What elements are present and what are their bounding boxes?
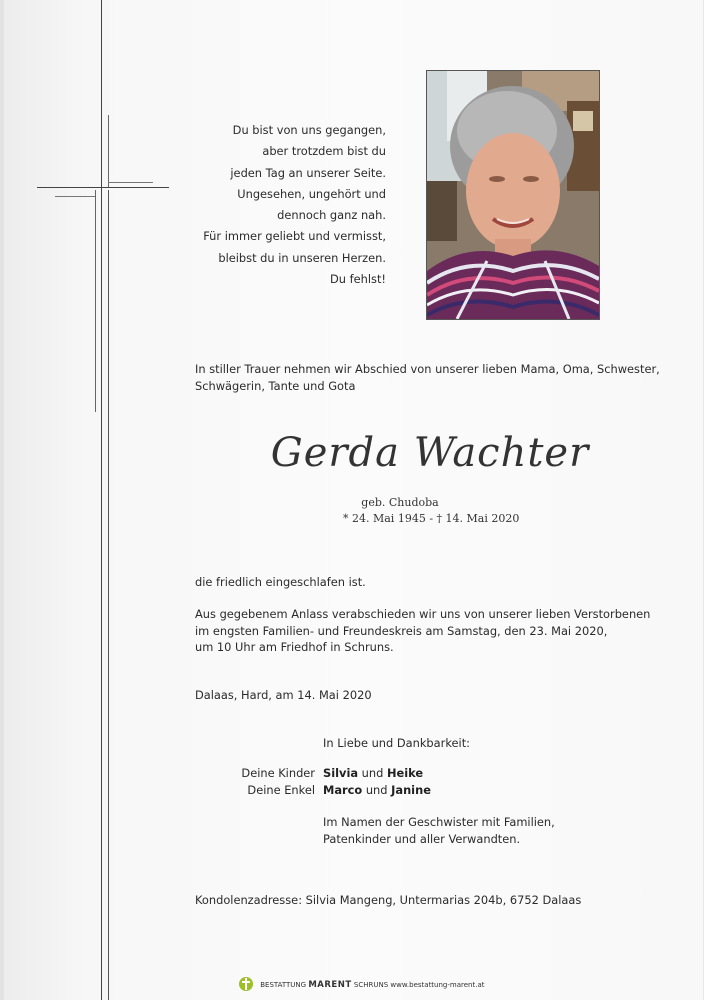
- poem-line: Du fehlst!: [330, 272, 386, 287]
- passed-sentence: die friedlich eingeschlafen ist.: [195, 575, 366, 589]
- poem-line: Du bist von uns gegangen,: [232, 123, 386, 137]
- poem-line: bleibst du in unseren Herzen.: [218, 250, 386, 265]
- intro-line-2: Schwägerin, Tante und Gota: [195, 379, 356, 393]
- cross-horizontal-main: [37, 187, 169, 188]
- love-line: In Liebe und Dankbarkeit:: [323, 736, 470, 750]
- cross-vertical-long: [101, 0, 102, 1000]
- intro-text: [195, 361, 665, 395]
- funeral-line-1: Aus gegebenem Anlass verabschieden wir uns von unserer lieben Verstorbenen: [195, 607, 651, 621]
- poem-line: Ungesehen, ungehört und: [237, 186, 386, 201]
- funeral-line-2: im engsten Familien- und Freundeskreis am Samstag, den 23. Mai 2020,: [195, 623, 608, 638]
- footer-brand: [238, 975, 484, 995]
- and-word: und: [358, 766, 387, 780]
- poem-line: dennoch ganz nah.: [277, 208, 386, 223]
- cross-upper-arm: [108, 115, 109, 187]
- bestattung-logo-icon: [238, 975, 254, 995]
- siblings-line-2: Patenkinder und aller Verwandten.: [323, 832, 521, 846]
- children-label: Deine Kinder: [241, 766, 315, 780]
- place-date: Dalaas, Hard, am 14. Mai 2020: [195, 688, 372, 702]
- footer-brand-name: MARENT: [308, 980, 352, 990]
- funeral-line-3: um 10 Uhr am Friedhof in Schruns.: [195, 640, 394, 654]
- life-dates: * 24. Mai 1945 - † 14. Mai 2020: [343, 512, 520, 525]
- page-right-edge: [703, 0, 707, 1000]
- grandchild-name: Janine: [391, 783, 431, 797]
- siblings-line-1: Im Namen der Geschwister mit Familien,: [323, 815, 555, 829]
- condolence-address: Kondolenzadresse: Silvia Mangeng, Untermarias 204b, 6752 Dalaas: [195, 893, 582, 907]
- intro-line-1: In stiller Trauer nehmen wir Abschied von unserer lieben Mama, Oma, Schwester,: [195, 362, 660, 376]
- funeral-info: [195, 606, 665, 656]
- grandchildren-names: [323, 783, 431, 797]
- and-word: und: [362, 783, 392, 797]
- grandchildren-label: Deine Enkel: [247, 783, 315, 797]
- cross-vertical-short: [95, 190, 96, 412]
- child-name: Heike: [386, 766, 424, 780]
- child-name: Silvia: [323, 766, 359, 780]
- page-shadow-edge: [0, 0, 4, 1000]
- siblings-text: [323, 814, 555, 848]
- grandchild-name: Marco: [323, 783, 363, 797]
- poem-line: jeden Tag an unserer Seite.: [230, 165, 386, 180]
- birth-name: geb. Chudoba: [361, 496, 439, 509]
- poem: [170, 120, 386, 290]
- cross-horizontal-left-short: [55, 196, 95, 197]
- portrait-illustration: [427, 71, 599, 319]
- portrait-photo: [426, 70, 600, 320]
- poem-line: aber trotzdem bist du: [262, 144, 386, 159]
- cross-lower-inner: [108, 190, 109, 1000]
- cross-horizontal-right-short: [108, 182, 153, 183]
- poem-line: Für immer geliebt und vermisst,: [203, 229, 386, 244]
- footer-prefix: BESTATTUNG: [260, 981, 307, 989]
- footer-url[interactable]: www.bestattung-marent.at: [390, 981, 485, 989]
- deceased-name: Gerda Wachter: [270, 430, 590, 476]
- footer-town: SCHRUNS: [353, 981, 389, 989]
- children-names: [323, 766, 423, 780]
